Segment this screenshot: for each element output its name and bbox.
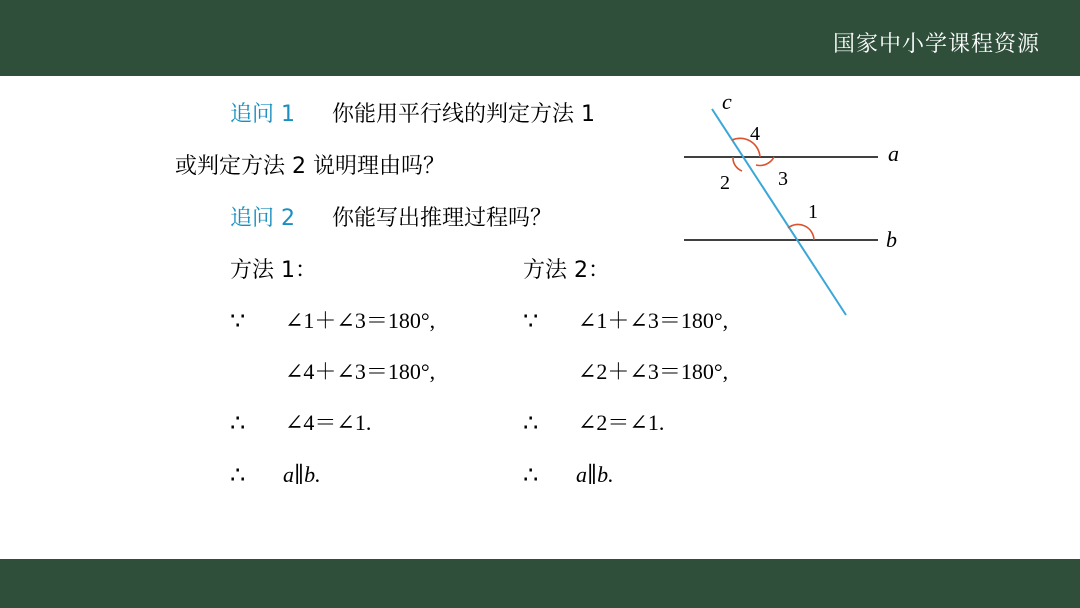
method-2-title: 方法 2： [523, 258, 610, 283]
method-1-title: 方法 1： [230, 258, 317, 283]
method-2-since-symbol: ∵ [523, 307, 539, 335]
label-angle-3: 3 [778, 168, 788, 190]
question-1 [230, 100, 595, 130]
line-a-label: a [283, 462, 294, 487]
brand-title: 国家中小学课程资源 [832, 32, 1040, 57]
method-1-conclusion [283, 460, 321, 491]
parallel-symbol: ∥ [294, 462, 305, 487]
question-1-text: 你能用平行线的判定方法 1 [332, 102, 595, 127]
method-2-equation-1: ∠1＋∠3＝180°, [578, 308, 729, 333]
line-b-label: b. [597, 462, 614, 487]
question-2 [230, 204, 552, 234]
label-a: a [888, 141, 899, 166]
footer-bar [0, 559, 1080, 608]
angle-3-arc [756, 157, 774, 165]
method-2-equation-2: ∠2＋∠3＝180°, [578, 359, 729, 384]
parallel-symbol: ∥ [587, 462, 598, 487]
parallel-lines-figure [670, 85, 910, 325]
method-1-equation-1: ∠1＋∠3＝180°, [285, 308, 436, 333]
method-1-therefore-symbol: ∴ [230, 409, 246, 437]
method-2-equation-3: ∠2＝∠1. [578, 410, 665, 435]
method-2-conclusion [576, 460, 614, 491]
line-b-label: b. [304, 462, 321, 487]
angle-2-arc [733, 157, 742, 171]
question-2-text: 你能写出推理过程吗？ [332, 206, 553, 231]
method-2-therefore-symbol: ∴ [523, 409, 539, 437]
question-2-tag: 追问 2 [230, 206, 295, 231]
question-1-continued: 或判定方法 2 说明理由吗？ [175, 154, 445, 179]
question-1-tag: 追问 1 [230, 102, 295, 127]
method-2-therefore-symbol-2: ∴ [523, 461, 539, 489]
method-1-therefore-symbol-2: ∴ [230, 461, 246, 489]
method-1-since-symbol: ∵ [230, 307, 246, 335]
label-c: c [722, 89, 732, 114]
label-angle-1: 1 [808, 201, 818, 223]
label-angle-2: 2 [720, 172, 730, 194]
header-bar [0, 0, 1080, 76]
method-1-equation-2: ∠4＋∠3＝180°, [285, 359, 436, 384]
label-angle-4: 4 [750, 123, 760, 145]
line-a-label: a [576, 462, 587, 487]
label-b: b [886, 227, 897, 252]
method-1-equation-3: ∠4＝∠1. [285, 410, 372, 435]
